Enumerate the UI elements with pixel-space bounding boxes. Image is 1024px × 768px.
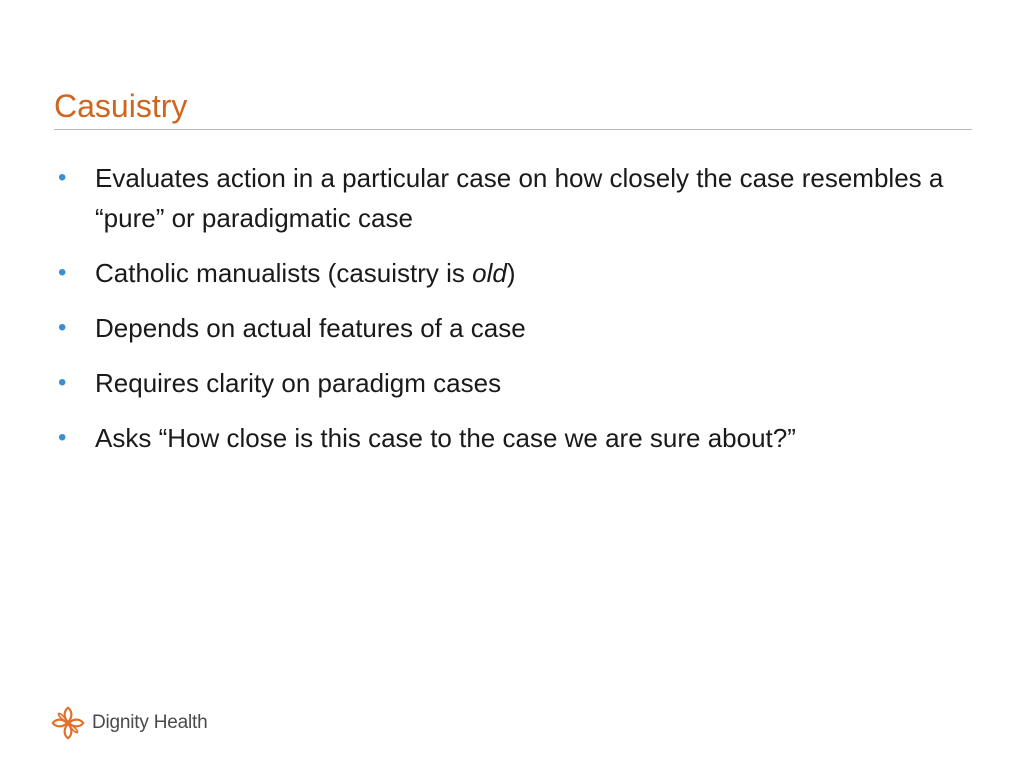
bullet-item: [58, 418, 958, 458]
bullet-item: [58, 158, 958, 238]
bullet-item: [58, 253, 958, 293]
bullet-text: Asks “How close is this case to the case we are sure about?”: [95, 423, 796, 453]
bullet-text-suffix: ): [506, 258, 516, 288]
dignity-health-logo: [50, 704, 207, 742]
dignity-health-flower-icon: [50, 705, 86, 741]
bullet-marker: •: [58, 314, 67, 341]
logo-text: Dignity Health: [92, 712, 208, 733]
bullet-text: Requires clarity on paradigm cases: [95, 368, 502, 398]
bullet-marker: •: [58, 164, 67, 191]
bullet-marker: •: [58, 424, 67, 451]
slide-title: Casuistry: [54, 88, 188, 124]
bullet-text-emphasis: old: [472, 258, 507, 288]
title-divider: [54, 129, 972, 130]
bullet-text: Evaluates action in a particular case on how closely the case resembles a “pure” or paradigmatic case: [95, 163, 944, 233]
bullet-text: Depends on actual features of a case: [95, 313, 526, 343]
bullet-item: [58, 363, 958, 403]
bullet-text-prefix: Catholic manualists (casuistry is: [95, 258, 473, 288]
bullet-item: [58, 308, 958, 348]
bullet-marker: •: [58, 259, 67, 286]
bullet-marker: •: [58, 369, 67, 396]
bullet-list: [58, 158, 958, 473]
